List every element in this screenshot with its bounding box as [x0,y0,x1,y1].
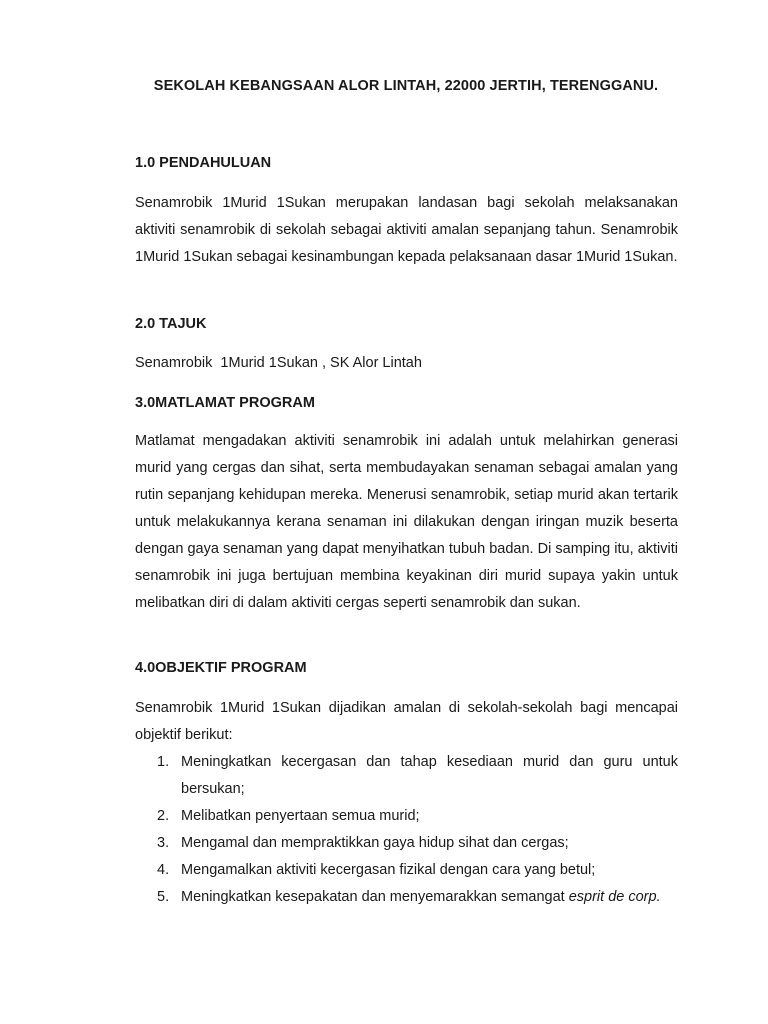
paragraph-objektif-intro: Senamrobik 1Murid 1Sukan dijadikan amalan di sekolah-sekolah bagi mencapai objektif berikut: [135,700,678,743]
list-number: 5. [157,889,170,905]
list-item [135,830,678,857]
list-item [135,749,678,803]
list-item-text: Melibatkan penyertaan semua murid; [181,808,420,824]
heading-objektif: 4.0OBJEKTIF PROGRAM [135,660,307,676]
heading-tajuk: 2.0 TAJUK [135,316,207,332]
objective-list [135,749,678,911]
list-item [135,803,678,830]
paragraph-tajuk: Senamrobik 1Murid 1Sukan , SK Alor Lintah [135,355,422,371]
list-item-text: Mengamal dan mempraktikkan gaya hidup sihat dan cergas; [181,835,569,851]
paragraph-matlamat: Matlamat mengadakan aktiviti senamrobik ini adalah untuk melahirkan generasi murid yang cergas dan sihat, serta membudayakan senaman sebagai amalan yang rutin sepanjang kehidupan mereka. Menerusi senamrobik, setiap murid akan tertarik untuk melakukannya kerana senaman ini dilakukan dengan iringan muzik beserta dengan gaya senaman yang dapat menyihatkan tubuh badan. Di samping itu, aktiviti senamrobik ini juga bertujuan membina keyakinan diri murid supaya yakin untuk melibatkan diri di dalam aktiviti cergas seperti senamrobik dan sukan. [135,433,678,611]
document-title: SEKOLAH KEBANGSAAN ALOR LINTAH, 22000 JERTIH, TERENGGANU. [153,78,659,94]
heading-matlamat: 3.0MATLAMAT PROGRAM [135,395,315,411]
list-item [135,884,678,911]
list-number: 1. [157,754,170,770]
list-item-italic-text: esprit de corp. [568,889,661,905]
list-item [135,857,678,884]
paragraph-pendahuluan: Senamrobik 1Murid 1Sukan merupakan landasan bagi sekolah melaksanakan aktiviti senamrobik di sekolah sebagai aktiviti amalan sepanjang tahun. Senamrobik 1Murid 1Sukan sebagai kesinambungan kepada pelaksanaan dasar 1Murid 1Sukan. [135,195,678,265]
list-item-text: Meningkatkan kesepakatan dan menyemarakkan semangat [181,889,569,905]
list-number: 4. [157,862,170,878]
list-item-text: Mengamalkan aktiviti kecergasan fizikal dengan cara yang betul; [181,862,596,878]
list-number: 2. [157,808,170,824]
list-number: 3. [157,835,170,851]
list-item-text: Meningkatkan kecergasan dan tahap kesediaan murid dan guru untuk bersukan; [181,754,678,797]
heading-pendahuluan: 1.0 PENDAHULUAN [135,155,272,171]
